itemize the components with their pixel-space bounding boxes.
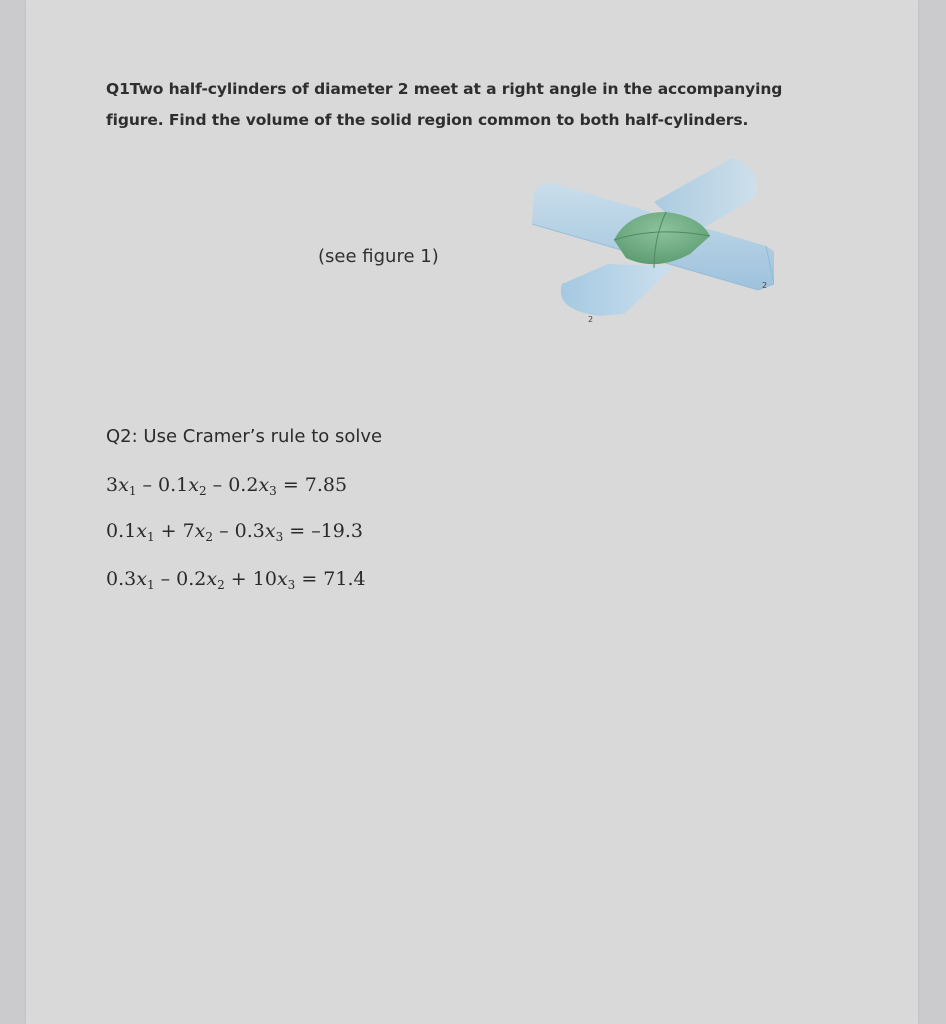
- question-2-title: Q2: Use Cramer’s rule to solve: [106, 426, 383, 447]
- see-figure-note: (see figure 1): [318, 246, 439, 267]
- half-cylinders-figure: [504, 140, 774, 326]
- equation-2: $0.1x_1 + 7x_2 - 0.3x_3 = -19.3$: [106, 520, 364, 544]
- figure-label-bottom: 2: [588, 315, 594, 324]
- equation-3: $0.3x_1 - 0.2x_2 + 10x_3 = 71.4$: [106, 568, 366, 592]
- document-page: [26, 0, 918, 1024]
- question-1-text: Q1Two half-cylinders of diameter 2 meet at a right angle in the accompanying figure. Find the volume of the solid region common to both half-cylinders.: [106, 80, 783, 129]
- figure-label-right: 2: [762, 281, 768, 290]
- front-half-cylinder: [561, 264, 674, 316]
- equation-1: $3x_1 - 0.1x_2 - 0.2x_3 = 7.85$: [106, 474, 348, 498]
